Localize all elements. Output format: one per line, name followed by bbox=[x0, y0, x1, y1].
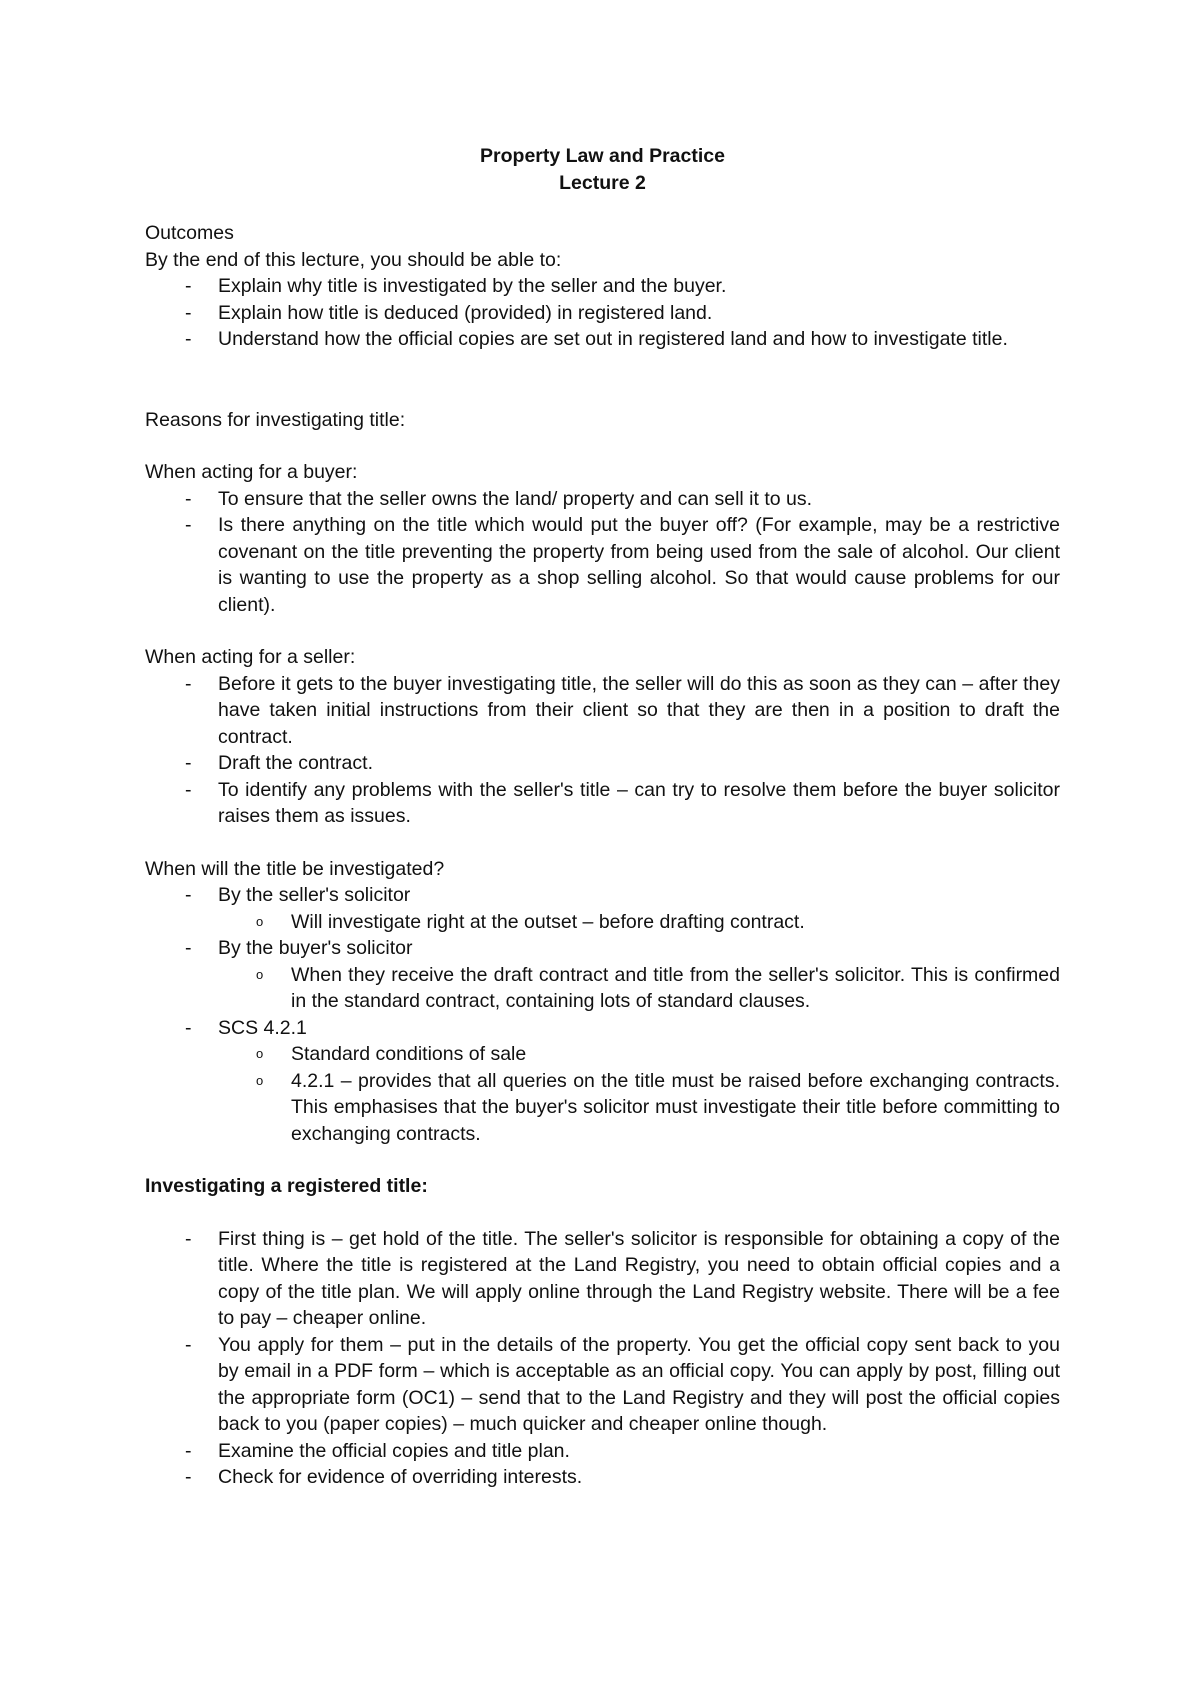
list-item-text: Check for evidence of overriding interests. bbox=[218, 1466, 583, 1488]
registered-list bbox=[145, 1226, 1060, 1491]
list-item-text: SCS 4.2.1 bbox=[218, 1016, 307, 1039]
document-subtitle: Lecture 2 bbox=[559, 171, 646, 194]
sub-list-item-text: When they receive the draft contract and title from the seller's solicitor. This is confirmed in the standard contract, containing lots of standard clauses. bbox=[291, 963, 1060, 1012]
list-item-text: Understand how the official copies are set out in registered land and how to investigate title. bbox=[218, 328, 1008, 350]
spacer bbox=[145, 830, 1060, 856]
list-item bbox=[145, 1332, 1060, 1438]
list-item bbox=[145, 326, 1060, 353]
dash-bullet: - bbox=[185, 778, 192, 801]
list-item bbox=[145, 1015, 1060, 1148]
circle-bullet: o bbox=[256, 1072, 264, 1088]
document-title: Property Law and Practice bbox=[480, 145, 725, 167]
sub-list bbox=[218, 1041, 1060, 1147]
sub-list-item bbox=[218, 909, 1060, 936]
list-item bbox=[145, 777, 1060, 830]
reasons-heading: Reasons for investigating title: bbox=[145, 408, 406, 431]
document-page bbox=[145, 143, 1060, 1491]
sub-list-item bbox=[218, 1068, 1060, 1148]
list-item bbox=[145, 750, 1060, 777]
list-item bbox=[145, 1464, 1060, 1491]
list-item-text: By the buyer's solicitor bbox=[218, 937, 413, 959]
spacer bbox=[145, 1147, 1060, 1173]
list-item bbox=[145, 671, 1060, 751]
list-item-text: Draft the contract. bbox=[218, 752, 373, 774]
seller-list bbox=[145, 671, 1060, 830]
spacer bbox=[145, 1200, 1060, 1226]
list-item-text: You apply for them – put in the details of the property. You get the official copy sent back to you by email in a PDF form – which is acceptable as an official copy. You can apply by post, filling out the appropriate form (OC1) – send that to the Land Registry and they will post the official copies back to you (paper copies) – much quicker and cheaper online though. bbox=[218, 1333, 1060, 1435]
dash-bullet: - bbox=[185, 1466, 192, 1488]
circle-bullet: o bbox=[256, 1046, 264, 1061]
list-item bbox=[145, 1226, 1060, 1332]
list-item bbox=[145, 512, 1060, 618]
sub-list-item-text: 4.2.1 – provides that all queries on the title must be raised before exchanging contracts. This emphasises that the buyer's solicitor must investigate their title before committing to exchanging contracts. bbox=[291, 1069, 1060, 1145]
list-item-text: To ensure that the seller owns the land/ property and can sell it to us. bbox=[218, 487, 813, 510]
circle-bullet: o bbox=[256, 913, 264, 929]
list-item-text: To identify any problems with the seller's title – can try to resolve them before the buyer solicitor raises them as issues. bbox=[218, 778, 1060, 827]
list-item-text: Explain why title is investigated by the seller and the buyer. bbox=[218, 275, 727, 297]
when-list bbox=[145, 882, 1060, 1147]
list-item-text: By the seller's solicitor bbox=[218, 884, 411, 906]
outcomes-intro: By the end of this lecture, you should be able to: bbox=[145, 248, 562, 271]
dash-bullet: - bbox=[185, 884, 192, 906]
list-item bbox=[145, 882, 1060, 935]
dash-bullet: - bbox=[185, 752, 192, 774]
sub-list bbox=[218, 909, 1060, 936]
list-item-text: Explain how title is deduced (provided) in registered land. bbox=[218, 301, 713, 324]
spacer bbox=[145, 353, 1060, 407]
dash-bullet: - bbox=[185, 275, 192, 297]
dash-bullet: - bbox=[185, 1016, 192, 1039]
dash-bullet: - bbox=[185, 487, 192, 510]
dash-bullet: - bbox=[185, 672, 192, 695]
list-item-text: Is there anything on the title which would put the buyer off? (For example, may be a restrictive covenant on the title preventing the property from being used from the sale of alcohol. Our client is wanting to use the property as a shop selling alcohol. So that would cause problems for our client). bbox=[218, 514, 1060, 616]
list-item bbox=[145, 935, 1060, 1015]
circle-bullet: o bbox=[256, 966, 264, 982]
list-item-text: First thing is – get hold of the title. The seller's solicitor is responsible for obtaining a copy of the title. Where the title is registered at the Land Registry, you need to obtain official copies and a copy of the title plan. We will apply online through the Land Registry website. There will be a fee to pay – cheaper online. bbox=[218, 1227, 1060, 1329]
registered-heading: Investigating a registered title: bbox=[145, 1175, 428, 1197]
sub-list-item-text: Will investigate right at the outset – before drafting contract. bbox=[291, 910, 805, 933]
list-item bbox=[145, 1438, 1060, 1465]
spacer bbox=[145, 433, 1060, 459]
dash-bullet: - bbox=[185, 937, 192, 959]
list-item bbox=[145, 300, 1060, 327]
outcomes-heading: Outcomes bbox=[145, 222, 234, 244]
dash-bullet: - bbox=[185, 514, 192, 536]
dash-bullet: - bbox=[185, 301, 192, 324]
buyer-list bbox=[145, 486, 1060, 619]
dash-bullet: - bbox=[185, 1439, 192, 1462]
list-item-text: Before it gets to the buyer investigating title, the seller will do this as soon as they can – after they have taken initial instructions from their client so that they are then in a position to draft the contract. bbox=[218, 672, 1060, 748]
list-item-text: Examine the official copies and title plan. bbox=[218, 1439, 570, 1462]
buyer-heading: When acting for a buyer: bbox=[145, 461, 358, 483]
spacer bbox=[145, 618, 1060, 644]
sub-list-item-text: Standard conditions of sale bbox=[291, 1043, 527, 1065]
sub-list bbox=[218, 962, 1060, 1015]
list-item bbox=[145, 273, 1060, 300]
outcomes-list bbox=[145, 273, 1060, 353]
seller-heading: When acting for a seller: bbox=[145, 646, 356, 668]
dash-bullet: - bbox=[185, 1227, 192, 1250]
dash-bullet: - bbox=[185, 328, 192, 350]
sub-list-item bbox=[218, 1041, 1060, 1068]
when-heading: When will the title be investigated? bbox=[145, 857, 445, 880]
spacer bbox=[145, 196, 1060, 220]
sub-list-item bbox=[218, 962, 1060, 1015]
dash-bullet: - bbox=[185, 1333, 192, 1356]
list-item bbox=[145, 486, 1060, 513]
